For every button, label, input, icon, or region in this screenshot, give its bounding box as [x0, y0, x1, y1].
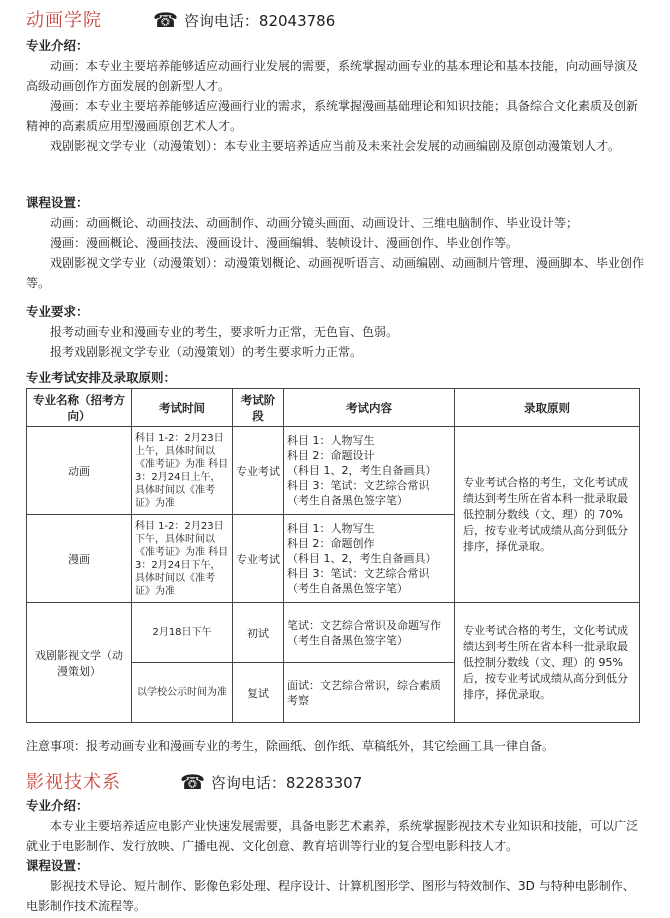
intro-para: 戏剧影视文学专业（动漫策划）：本专业主要培养适应当前及未来社会发展的动画编剧及原创动漫策划人才。 [50, 139, 621, 153]
time-cell: 2月18日下午 [132, 603, 233, 663]
school-name: 影视技术系 [26, 772, 121, 793]
stage-cell: 专业考试 [233, 427, 284, 515]
time-cell: 科目 1-2：2月23日上午，具体时间以《准考证》为准 科目 3：2月24日上午，具体时间以《准考证》为准 [132, 427, 233, 515]
rule-cell: 专业考试合格的考生，文化考试成绩达到考生所在省本科一批录取最低控制分数线（文、理）的 95%后，按专业考试成绩从高分到低分排序，择优录取。 [455, 603, 640, 723]
note: 注意事项：报考动画专业和漫画专业的考生，除画纸、创作纸、草稿纸外，其它绘画工具一律自备。 [26, 739, 555, 753]
requirement-para: 报考戏剧影视文学专业（动漫策划）的考生要求听力正常。 [50, 345, 363, 359]
table-header: 考试阶段 [233, 389, 284, 427]
school-header [26, 768, 121, 794]
table-header: 录取原则 [455, 389, 640, 427]
time-cell: 科目 1-2：2月23日下午，具体时间以《准考证》为准 科目 3：2月24日下午，具体时间以《准考证》为准 [132, 515, 233, 603]
rule-cell: 专业考试合格的考生，文化考试成绩达到考生所在省本科一批录取最低控制分数线（文、理）的 70%后，按专业考试成绩从高分到低分排序，择优录取。 [455, 427, 640, 603]
table-row [27, 603, 640, 663]
intro-section [26, 36, 646, 156]
intro-para: 漫画：本专业主要培养能够适应漫画行业的需求，系统掌握漫画基础理论和知识技能；具备综合文化素质及创新精神的高素质应用型漫画原创艺术人才。 [26, 99, 639, 133]
content-cell: 科目 1：人物写生 科目 2：命题设计 （科目 1、2，考生自备画具） 科目 3：笔试：文艺综合常识（考生自备黑色签字笔） [284, 427, 455, 515]
requirement-heading: 专业要求： [26, 304, 89, 319]
school-name: 动画学院 [26, 10, 102, 31]
table-header: 考试时间 [132, 389, 233, 427]
phone-icon: ☎ [153, 8, 178, 32]
requirement-section [26, 302, 646, 362]
phone-number: 咨询电话：82043786 [183, 11, 336, 30]
table-row [27, 427, 640, 515]
table-header: 考试内容 [284, 389, 455, 427]
course-para: 戏剧影视文学专业（动漫策划）：动漫策划概论、动画视听语言、动画编剧、动画制片管理、漫画脚本、毕业创作等。 [26, 256, 645, 290]
course-para: 动画：动画概论、动画技法、动画制作、动画分镜头画面、动画设计、三维电脑制作、毕业设计等； [50, 216, 579, 230]
course-section [26, 193, 646, 293]
content-cell: 笔试：文艺综合常识及命题写作（考生自备黑色签字笔） [284, 603, 455, 663]
time-cell: 以学校公示时间为准 [132, 663, 233, 723]
intro-heading: 专业介绍： [26, 38, 89, 53]
major-cell: 动画 [27, 427, 132, 515]
intro-heading: 专业介绍： [26, 798, 89, 813]
stage-cell: 专业考试 [233, 515, 284, 603]
phone-number: 咨询电话：82283307 [210, 773, 363, 792]
phone-line [153, 8, 335, 32]
stage-cell: 初试 [233, 603, 284, 663]
film-intro-section [26, 796, 646, 916]
course-para: 影视技术导论、短片制作、影像色彩处理、程序设计、计算机图形学、图形与特效制作、3D 与特种电影制作、电影制作技术流程等。 [26, 879, 635, 913]
stage-cell: 复试 [233, 663, 284, 723]
major-cell: 漫画 [27, 515, 132, 603]
phone-icon: ☎ [180, 770, 205, 794]
school-header [26, 6, 102, 32]
table-heading: 专业考试安排及录取原则： [26, 370, 177, 385]
table-header: 专业名称（招考方向） [27, 389, 132, 427]
requirement-para: 报考动画专业和漫画专业的考生，要求听力正常，无色盲、色弱。 [50, 325, 399, 339]
phone-line [180, 770, 362, 794]
content-cell: 科目 1：人物写生 科目 2：命题创作 （科目 1、2，考生自备画具） 科目 3：笔试：文艺综合常识（考生自备黑色签字笔） [284, 515, 455, 603]
course-heading: 课程设置： [26, 195, 89, 210]
intro-para: 动画：本专业主要培养能够适应动画行业发展的需要，系统掌握动画专业的基本理论和基本技能，向动画导演及高级动画创作方面发展的创新型人才。 [26, 59, 639, 93]
content-cell: 面试：文艺综合常识，综合素质考察 [284, 663, 455, 723]
intro-para: 本专业主要培养适应电影产业快速发展需要，具备电影艺术素养，系统掌握影视技术专业知识和技能，可以广泛就业于电影制作、发行放映、广播电视、文化创意、教育培训等行业的复合型电影科技人才。 [26, 819, 639, 853]
course-para: 漫画：漫画概论、漫画技法、漫画设计、漫画编辑、装帧设计、漫画创作、毕业创作等。 [50, 236, 519, 250]
major-cell: 戏剧影视文学（动漫策划） [27, 603, 132, 723]
exam-table [26, 388, 640, 723]
course-heading: 课程设置： [26, 858, 89, 873]
